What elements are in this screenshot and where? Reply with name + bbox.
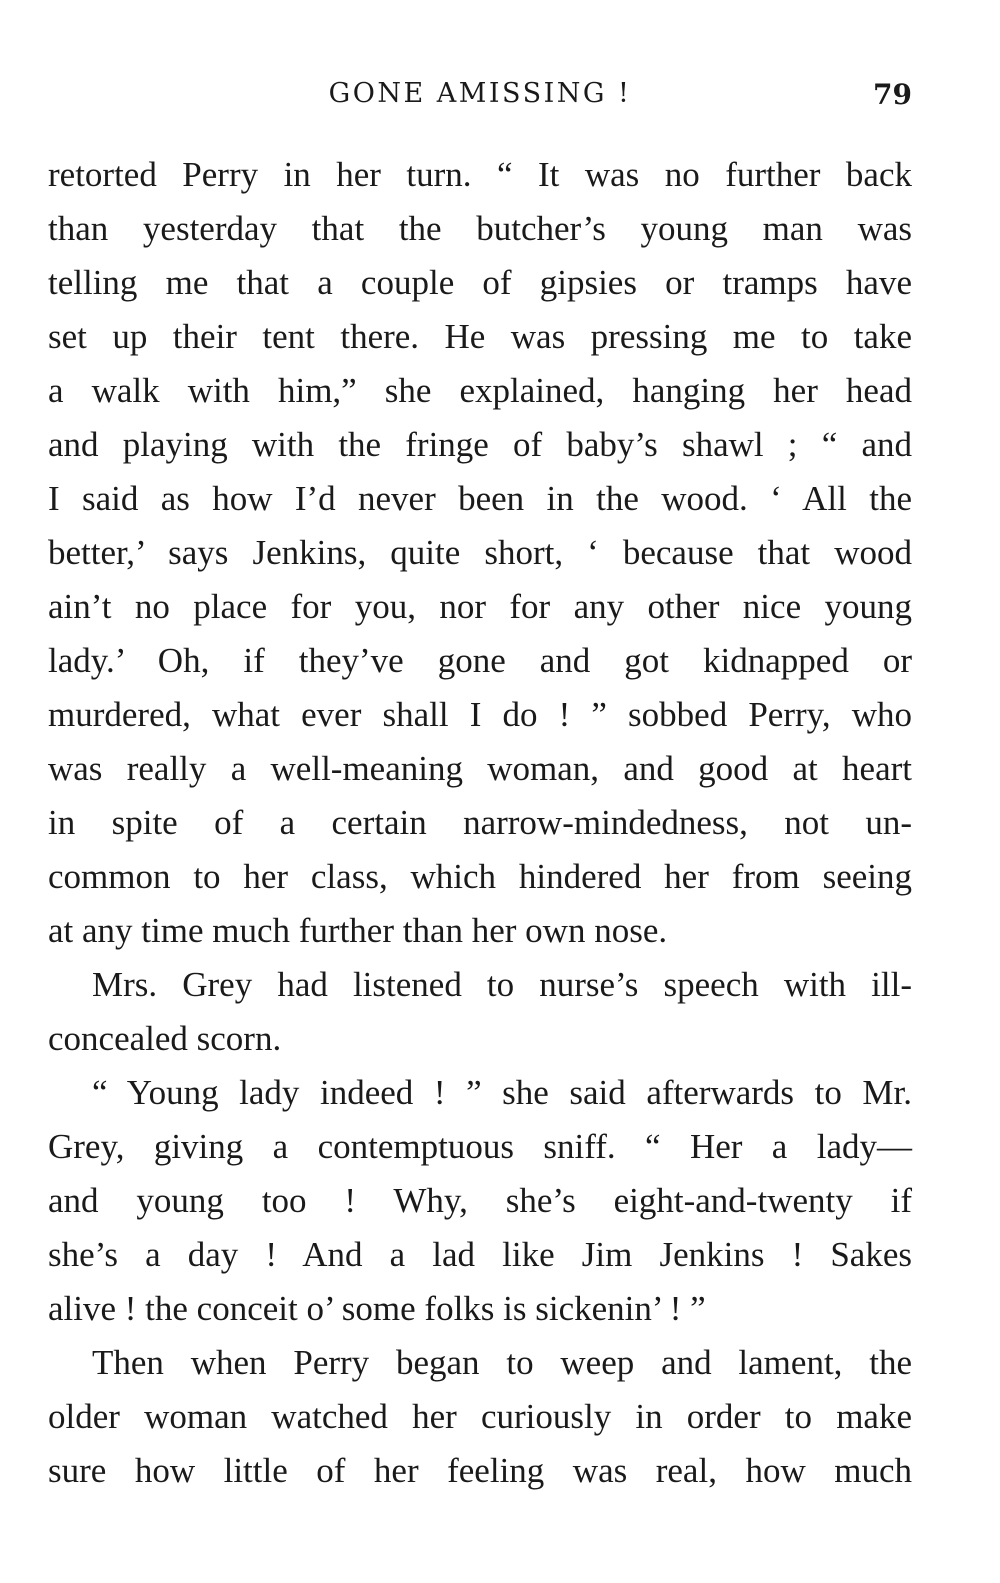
text-line: older woman watched her curiously in order to make bbox=[48, 1397, 912, 1436]
text-line: I said as how I’d never been in the wood. ‘ All the bbox=[48, 479, 912, 518]
text-line: telling me that a couple of gipsies or tramps have bbox=[48, 263, 912, 302]
text-line: retorted Perry in her turn. “ It was no further back bbox=[48, 155, 912, 194]
text-line: sure how little of her feeling was real, how much bbox=[48, 1451, 912, 1490]
text-line: than yesterday that the butcher’s young man was bbox=[48, 209, 912, 248]
text-line: better,’ says Jenkins, quite short, ‘ because that wood bbox=[48, 533, 912, 572]
text-line: lady.’ Oh, if they’ve gone and got kidnapped or bbox=[48, 641, 912, 680]
text-line: Grey, giving a contemptuous sniff. “ Her a lady— bbox=[48, 1127, 912, 1166]
text-line: “ Young lady indeed ! ” she said afterwards to Mr. bbox=[92, 1073, 912, 1112]
text-line: she’s a day ! And a lad like Jim Jenkins ! Sakes bbox=[48, 1235, 912, 1274]
text-line: ain’t no place for you, nor for any other nice young bbox=[48, 587, 912, 626]
text-line: Then when Perry began to weep and lament, the bbox=[92, 1343, 912, 1382]
text-line: set up their tent there. He was pressing me to take bbox=[48, 317, 912, 356]
body-text bbox=[48, 148, 912, 1498]
text-line: common to her class, which hindered her from seeing bbox=[48, 857, 912, 896]
text-line: murdered, what ever shall I do ! ” sobbed Perry, who bbox=[48, 695, 912, 734]
text-line: and playing with the fringe of baby’s shawl ; “ and bbox=[48, 425, 912, 464]
text-line: and young too ! Why, she’s eight-and-twenty if bbox=[48, 1181, 912, 1220]
text-line: Mrs. Grey had listened to nurse’s speech with ill- bbox=[92, 965, 912, 1004]
running-head bbox=[48, 78, 912, 118]
text-line: at any time much further than her own nose. bbox=[48, 911, 668, 950]
text-line: in spite of a certain narrow-mindedness, not un- bbox=[48, 803, 912, 842]
page-number: 79 bbox=[873, 78, 912, 111]
running-title: GONE AMISSING ! bbox=[328, 78, 632, 109]
text-line: was really a well-meaning woman, and good at heart bbox=[48, 749, 912, 788]
text-line: a walk with him,” she explained, hanging her head bbox=[48, 371, 912, 410]
text-line: alive ! the conceit o’ some folks is sickenin’ ! ” bbox=[48, 1289, 706, 1328]
text-line: concealed scorn. bbox=[48, 1019, 282, 1058]
